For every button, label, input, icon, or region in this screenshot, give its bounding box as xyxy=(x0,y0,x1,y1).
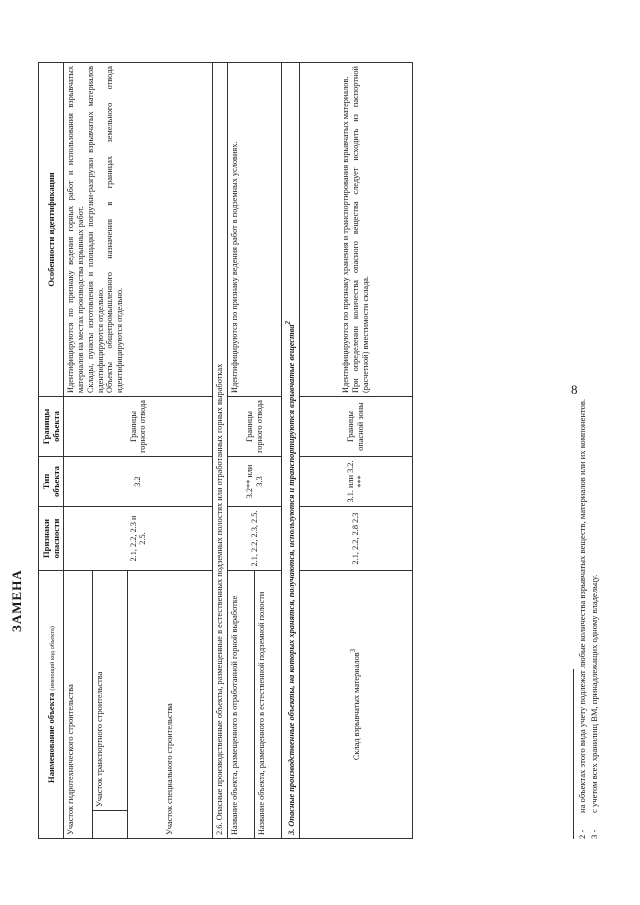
section-3-footnote-mark: 2 xyxy=(284,320,293,325)
section-26-title: 2.6. Опасные производственные объекты, размещенные в естественных подземных полостях или отработанных горных выработках xyxy=(213,63,228,839)
group1-borders: Границы горного отвода xyxy=(64,397,213,457)
group1-signs: 2.1, 2.2, 2.3 и 2.5. xyxy=(64,507,213,571)
warehouse-name-text: Склад взрывчатых материалов xyxy=(351,652,361,761)
identification-table xyxy=(38,62,413,839)
table-row xyxy=(64,63,93,839)
row-hydro-name: Участок гидротехнического строительства xyxy=(64,571,93,839)
stamp-zamena: ЗАМЕНА xyxy=(9,569,24,632)
header-name-label: Наименование объекта xyxy=(45,692,56,783)
footnotes xyxy=(573,49,601,839)
footnote-2-text: на объектах этого вида учету подлежат любые количества взрывчатых веществ, материалов или их компонентов. xyxy=(577,398,587,813)
row-warehouse-name xyxy=(299,571,412,839)
section-3-title xyxy=(282,63,300,839)
header-features: Особенности идентификации xyxy=(39,63,64,397)
footnote-3 xyxy=(589,49,599,839)
row-mine-name: Название объекта, размещенного в отработанной горной выработке xyxy=(228,571,255,839)
mine-type: 3.2** или 3.3 xyxy=(228,457,282,507)
warehouse-borders: Границы опасной зоны xyxy=(299,397,412,457)
footnote-2 xyxy=(577,49,587,839)
section-3-text: 3. Опасные производственные объекты, на которых хранятся, получаются, используются и транспортируются взрывчатые вещества xyxy=(286,324,296,835)
mine-borders: Границы горного отвода xyxy=(228,397,282,457)
warehouse-features xyxy=(299,63,412,397)
section-3-row xyxy=(282,63,300,839)
group1-type: 3.2 xyxy=(64,457,213,507)
warehouse-footnote-mark: 3 xyxy=(350,648,358,653)
table-row xyxy=(299,63,412,839)
footnote-3-num: 3 - xyxy=(589,829,599,839)
row-cave-name: Название объекта, размещенного в естественной подземной полости xyxy=(255,571,282,839)
section-26-row xyxy=(213,63,228,839)
page-number: 8 xyxy=(571,382,578,397)
header-object-name xyxy=(39,571,64,839)
row-transport-name: Участок транспортного строительства xyxy=(93,571,128,811)
footnote-separator xyxy=(573,669,574,839)
mine-features: Идентифицируются по признаку ведения работ в подземных условиях. xyxy=(228,63,282,397)
group1-features-p2: Склады, пункты изготовления и площадки погрузки-разгрузки взрывчатых материалов идентифицируются отдельно. xyxy=(85,66,105,393)
footnote-2-num: 2 - xyxy=(577,829,587,839)
warehouse-signs: 2.1, 2.2, 2.8 2.3 xyxy=(299,507,412,571)
row-special-name: Участок специального строительства xyxy=(128,571,213,839)
header-type: Тип объекта xyxy=(39,457,64,507)
group1-features xyxy=(64,63,213,397)
header-name-note: (имеющий код объекта) xyxy=(48,626,56,691)
warehouse-features-p2: При определении количества опасного вещества следует исходить из паспортной (расчетной) вместимости склада. xyxy=(351,66,370,393)
group1-features-p3: Объекты общепромышленного назначения в границах земельного отвода идентифицируются отдельно. xyxy=(105,66,125,393)
table-header-row xyxy=(39,63,64,839)
table-row xyxy=(228,63,255,839)
warehouse-type: 3.1. или 3.2. *** xyxy=(299,457,412,507)
mine-signs: 2.1, 2.2, 2.3, 2.5. xyxy=(228,507,282,571)
header-signs: Признаки опасности xyxy=(39,507,64,571)
warehouse-features-p1: Идентифицируются по признаку хранения и транспортирования взрывчатых материалов. xyxy=(341,76,351,393)
group1-features-p1: Идентифицируются по признаку ведения горных работ и использования взрывчатых материалов на местах производства взрывных работ. xyxy=(66,66,86,393)
header-borders: Границы объекта xyxy=(39,397,64,457)
footnote-3-text: с учетом всех хранилищ ВМ, принадлежащих одному владельцу. xyxy=(589,574,599,813)
